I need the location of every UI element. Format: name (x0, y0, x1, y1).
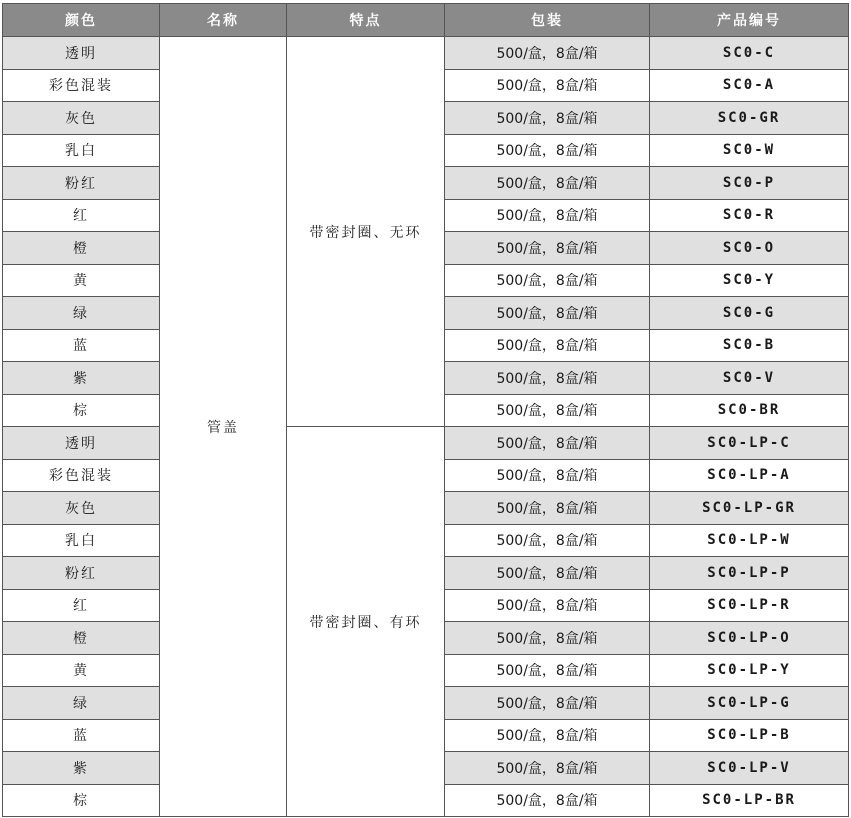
cell-product-code: SC0-LP-GR (650, 492, 849, 525)
cell-feature: 带密封圈、有环 (287, 427, 445, 817)
cell-color: 灰色 (3, 102, 160, 135)
cell-color: 黄 (3, 264, 160, 297)
header-color: 颜色 (3, 4, 160, 37)
cell-color: 棕 (3, 784, 160, 817)
cell-product-code: SC0-W (650, 134, 849, 167)
cell-product-code: SC0-LP-O (650, 622, 849, 655)
cell-product-code: SC0-LP-P (650, 557, 849, 590)
cell-product-code: SC0-GR (650, 102, 849, 135)
cell-packaging: 500/盒，8盒/箱 (445, 102, 650, 135)
cell-packaging: 500/盒，8盒/箱 (445, 329, 650, 362)
cell-packaging: 500/盒，8盒/箱 (445, 622, 650, 655)
cell-color: 透明 (3, 37, 160, 70)
cell-packaging: 500/盒，8盒/箱 (445, 654, 650, 687)
cell-color: 彩色混装 (3, 459, 160, 492)
table-header-row (3, 4, 849, 37)
cell-color: 乳白 (3, 134, 160, 167)
cell-packaging: 500/盒，8盒/箱 (445, 69, 650, 102)
cell-product-code: SC0-BR (650, 394, 849, 427)
cell-feature: 带密封圈、无环 (287, 37, 445, 427)
cell-product-code: SC0-P (650, 167, 849, 200)
cell-color: 红 (3, 199, 160, 232)
cell-color: 乳白 (3, 524, 160, 557)
cell-product-code: SC0-V (650, 362, 849, 395)
cell-packaging: 500/盒，8盒/箱 (445, 589, 650, 622)
cell-color: 紫 (3, 752, 160, 785)
table-row (3, 427, 849, 460)
cell-color: 棕 (3, 394, 160, 427)
cell-color: 蓝 (3, 719, 160, 752)
cell-packaging: 500/盒，8盒/箱 (445, 264, 650, 297)
cell-product-code: SC0-R (650, 199, 849, 232)
cell-product-code: SC0-LP-Y (650, 654, 849, 687)
header-feature: 特点 (287, 4, 445, 37)
cell-packaging: 500/盒，8盒/箱 (445, 134, 650, 167)
cell-product-code: SC0-LP-G (650, 687, 849, 720)
cell-packaging: 500/盒，8盒/箱 (445, 297, 650, 330)
table-row (3, 37, 849, 70)
cell-packaging: 500/盒，8盒/箱 (445, 427, 650, 460)
cell-product-name: 管盖 (160, 37, 287, 817)
cell-packaging: 500/盒，8盒/箱 (445, 37, 650, 70)
cell-packaging: 500/盒，8盒/箱 (445, 719, 650, 752)
cell-packaging: 500/盒，8盒/箱 (445, 752, 650, 785)
cell-color: 绿 (3, 297, 160, 330)
product-table (2, 3, 849, 817)
cell-product-code: SC0-Y (650, 264, 849, 297)
cell-product-code: SC0-LP-C (650, 427, 849, 460)
cell-product-code: SC0-LP-R (650, 589, 849, 622)
cell-color: 红 (3, 589, 160, 622)
cell-product-code: SC0-LP-W (650, 524, 849, 557)
cell-color: 透明 (3, 427, 160, 460)
cell-packaging: 500/盒，8盒/箱 (445, 557, 650, 590)
cell-packaging: 500/盒，8盒/箱 (445, 784, 650, 817)
cell-product-code: SC0-LP-B (650, 719, 849, 752)
cell-product-code: SC0-G (650, 297, 849, 330)
cell-product-code: SC0-B (650, 329, 849, 362)
header-product-code: 产品编号 (650, 4, 849, 37)
cell-product-code: SC0-LP-BR (650, 784, 849, 817)
cell-product-code: SC0-LP-V (650, 752, 849, 785)
table-body (3, 37, 849, 817)
cell-color: 粉红 (3, 557, 160, 590)
cell-packaging: 500/盒，8盒/箱 (445, 524, 650, 557)
header-packaging: 包装 (445, 4, 650, 37)
cell-packaging: 500/盒，8盒/箱 (445, 687, 650, 720)
cell-product-code: SC0-C (650, 37, 849, 70)
cell-color: 彩色混装 (3, 69, 160, 102)
cell-color: 蓝 (3, 329, 160, 362)
cell-color: 粉红 (3, 167, 160, 200)
cell-packaging: 500/盒，8盒/箱 (445, 492, 650, 525)
cell-color: 绿 (3, 687, 160, 720)
cell-color: 黄 (3, 654, 160, 687)
cell-color: 橙 (3, 232, 160, 265)
cell-packaging: 500/盒，8盒/箱 (445, 199, 650, 232)
product-table-container (2, 3, 849, 817)
cell-color: 紫 (3, 362, 160, 395)
header-name: 名称 (160, 4, 287, 37)
cell-packaging: 500/盒，8盒/箱 (445, 394, 650, 427)
cell-color: 橙 (3, 622, 160, 655)
cell-packaging: 500/盒，8盒/箱 (445, 167, 650, 200)
cell-packaging: 500/盒，8盒/箱 (445, 232, 650, 265)
cell-color: 灰色 (3, 492, 160, 525)
cell-packaging: 500/盒，8盒/箱 (445, 459, 650, 492)
cell-product-code: SC0-LP-A (650, 459, 849, 492)
cell-product-code: SC0-A (650, 69, 849, 102)
cell-product-code: SC0-O (650, 232, 849, 265)
cell-packaging: 500/盒，8盒/箱 (445, 362, 650, 395)
